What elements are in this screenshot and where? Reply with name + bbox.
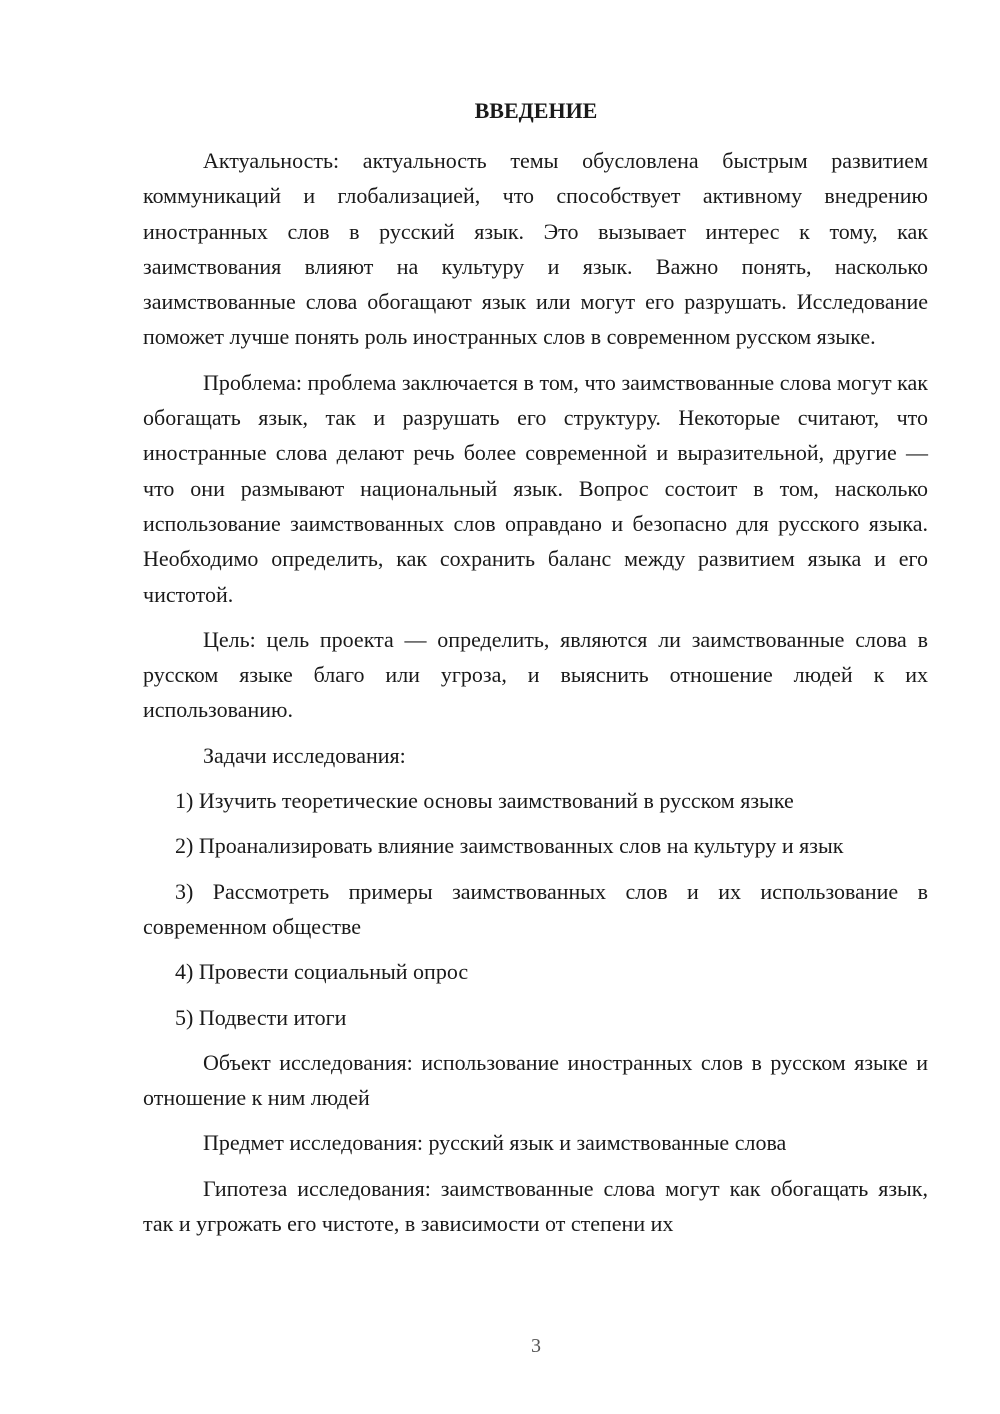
- page-number: 3: [531, 1335, 541, 1357]
- task-item: 5) Подвести итоги: [175, 1004, 347, 1030]
- tasks-heading: Задачи исследования:: [203, 742, 406, 768]
- relevance-paragraph: Актуальность: актуальность темы обусловлена быстрым развитием коммуникаций и глобализацией, что способствует активному внедрению иностранных слов в русский язык. Это вызывает интерес к тому, как заимствования влияют на культуру и язык. Важно понять, насколько заимствованные слова обогащают язык или могут его разрушать. Исследование поможет лучше понять роль иностранных слов в современном русском языке.: [143, 148, 928, 350]
- page-title: ВВЕДЕНИЕ: [474, 98, 598, 123]
- task-item: 4) Провести социальный опрос: [175, 959, 469, 985]
- object-paragraph: Объект исследования: использование иностранных слов в русском языке и отношение к ним людей: [143, 1049, 928, 1111]
- hypothesis-paragraph: Гипотеза исследования: заимствованные слова могут как обогащать язык, так и угрожать его чистоте, в зависимости от степени их: [143, 1175, 928, 1237]
- task-item: 1) Изучить теоретические основы заимствований в русском языке: [175, 788, 794, 814]
- task-item: 2) Проанализировать влияние заимствованных слов на культуру и язык: [175, 833, 844, 859]
- goal-paragraph: Цель: цель проекта — определить, являются ли заимствованные слова в русском языке благо или угроза, и выяснить отношение людей к их использованию.: [143, 626, 928, 723]
- document-body: [143, 143, 928, 1251]
- problem-paragraph: Проблема: проблема заключается в том, что заимствованные слова могут как обогащать язык, так и разрушать его структуру. Некоторые считают, что иностранные слова делают речь более современной и выразительной, другие — что они размывают национальный язык. Вопрос состоит в том, насколько использование заимствованных слов оправдано и безопасно для русского языка. Необходимо определить, как сохранить баланс между развитием языка и его чистотой.: [143, 369, 928, 607]
- task-item: 3) Рассмотреть примеры заимствованных слов и их использование в современном обществе: [143, 878, 928, 939]
- subject-paragraph: Предмет исследования: русский язык и заимствованные слова: [203, 1130, 787, 1156]
